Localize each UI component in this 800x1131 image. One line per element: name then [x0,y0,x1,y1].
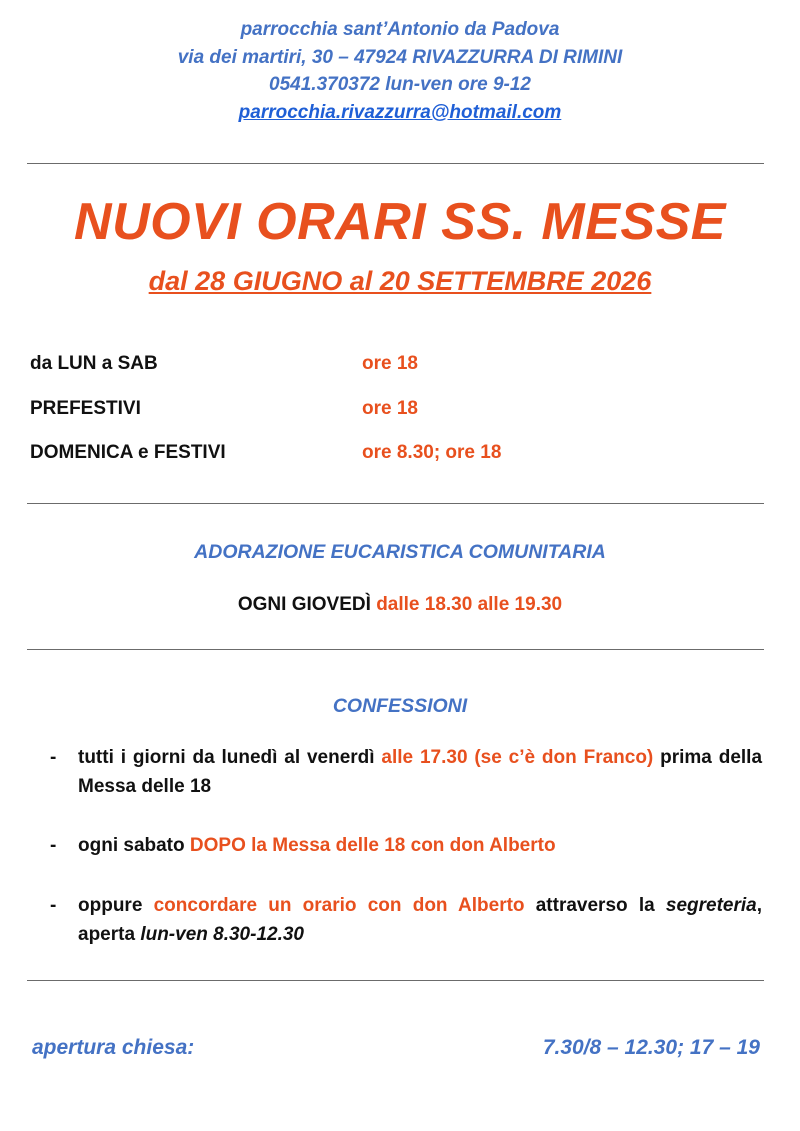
confession-item [50,831,762,860]
list-dash: - [50,895,57,916]
adoration-line [0,594,800,616]
parish-email-link[interactable]: parrocchia.rivazzurra@hotmail.com [238,101,562,123]
schedule-time: ore 18 [362,398,418,419]
list-dash: - [50,747,57,768]
adoration-hours: dalle 18.30 alle 19.30 [376,594,563,615]
confession-text-part: , aperta [78,895,762,945]
list-dash: - [50,835,57,856]
confession-highlight: DOPO la Messa delle 18 con don Alberto [189,835,556,856]
schedule-label: da LUN a SAB [30,353,158,374]
confession-highlight: concordare un orario con don Alberto [153,895,525,916]
divider-confessions [27,980,764,981]
schedule-time: ore 8.30; ore 18 [362,442,502,463]
schedule-label: PREFESTIVI [30,398,141,419]
confessions-title: CONFESSIONI [332,695,468,717]
confession-text [78,891,762,949]
page-title: NUOVI ORARI SS. MESSE [74,193,726,251]
adoration-title: ADORAZIONE EUCARISTICA COMUNITARIA [194,541,606,563]
confession-text-italic: segreteria [665,895,757,916]
confession-text-part: tutti i giorni da lunedì al venerdì [78,747,375,768]
confession-text [78,743,762,801]
parish-address: via dei martiri, 30 – 47924 RIVAZZURRA DI RIMINI [177,46,623,68]
schedule-row [30,398,730,424]
divider-adoration [27,649,764,650]
schedule-label: DOMENICA e FESTIVI [30,442,226,463]
confession-text-part: oppure [78,895,143,916]
confession-item [50,891,762,949]
page-subtitle: dal 28 GIUGNO al 20 SETTEMBRE 2026 [148,266,652,296]
parish-name: parrocchia sant’Antonio da Padova [240,19,560,40]
confession-highlight: alle 17.30 (se c’è don Franco) [381,747,654,768]
schedule-time: ore 18 [362,353,418,374]
confession-text-italic: lun-ven 8.30-12.30 [140,924,305,945]
confession-item [50,743,762,801]
schedule-row [30,442,730,468]
church-opening-label: apertura chiesa: [32,1036,195,1059]
confession-text-part: attraverso la [535,895,655,916]
divider-schedule [27,503,764,504]
church-opening-hours: 7.30/8 – 12.30; 17 – 19 [542,1036,760,1059]
confession-text-part: prima della Messa delle 18 [78,747,763,797]
confession-text-part: ogni sabato [78,835,185,856]
adoration-day: OGNI GIOVEDÌ [237,594,371,615]
divider-top [27,163,764,164]
schedule-row [30,353,730,379]
confession-text [78,831,762,860]
parish-header [0,16,800,126]
parish-phone-hours: 0541.370372 lun-ven ore 9-12 [269,74,531,95]
